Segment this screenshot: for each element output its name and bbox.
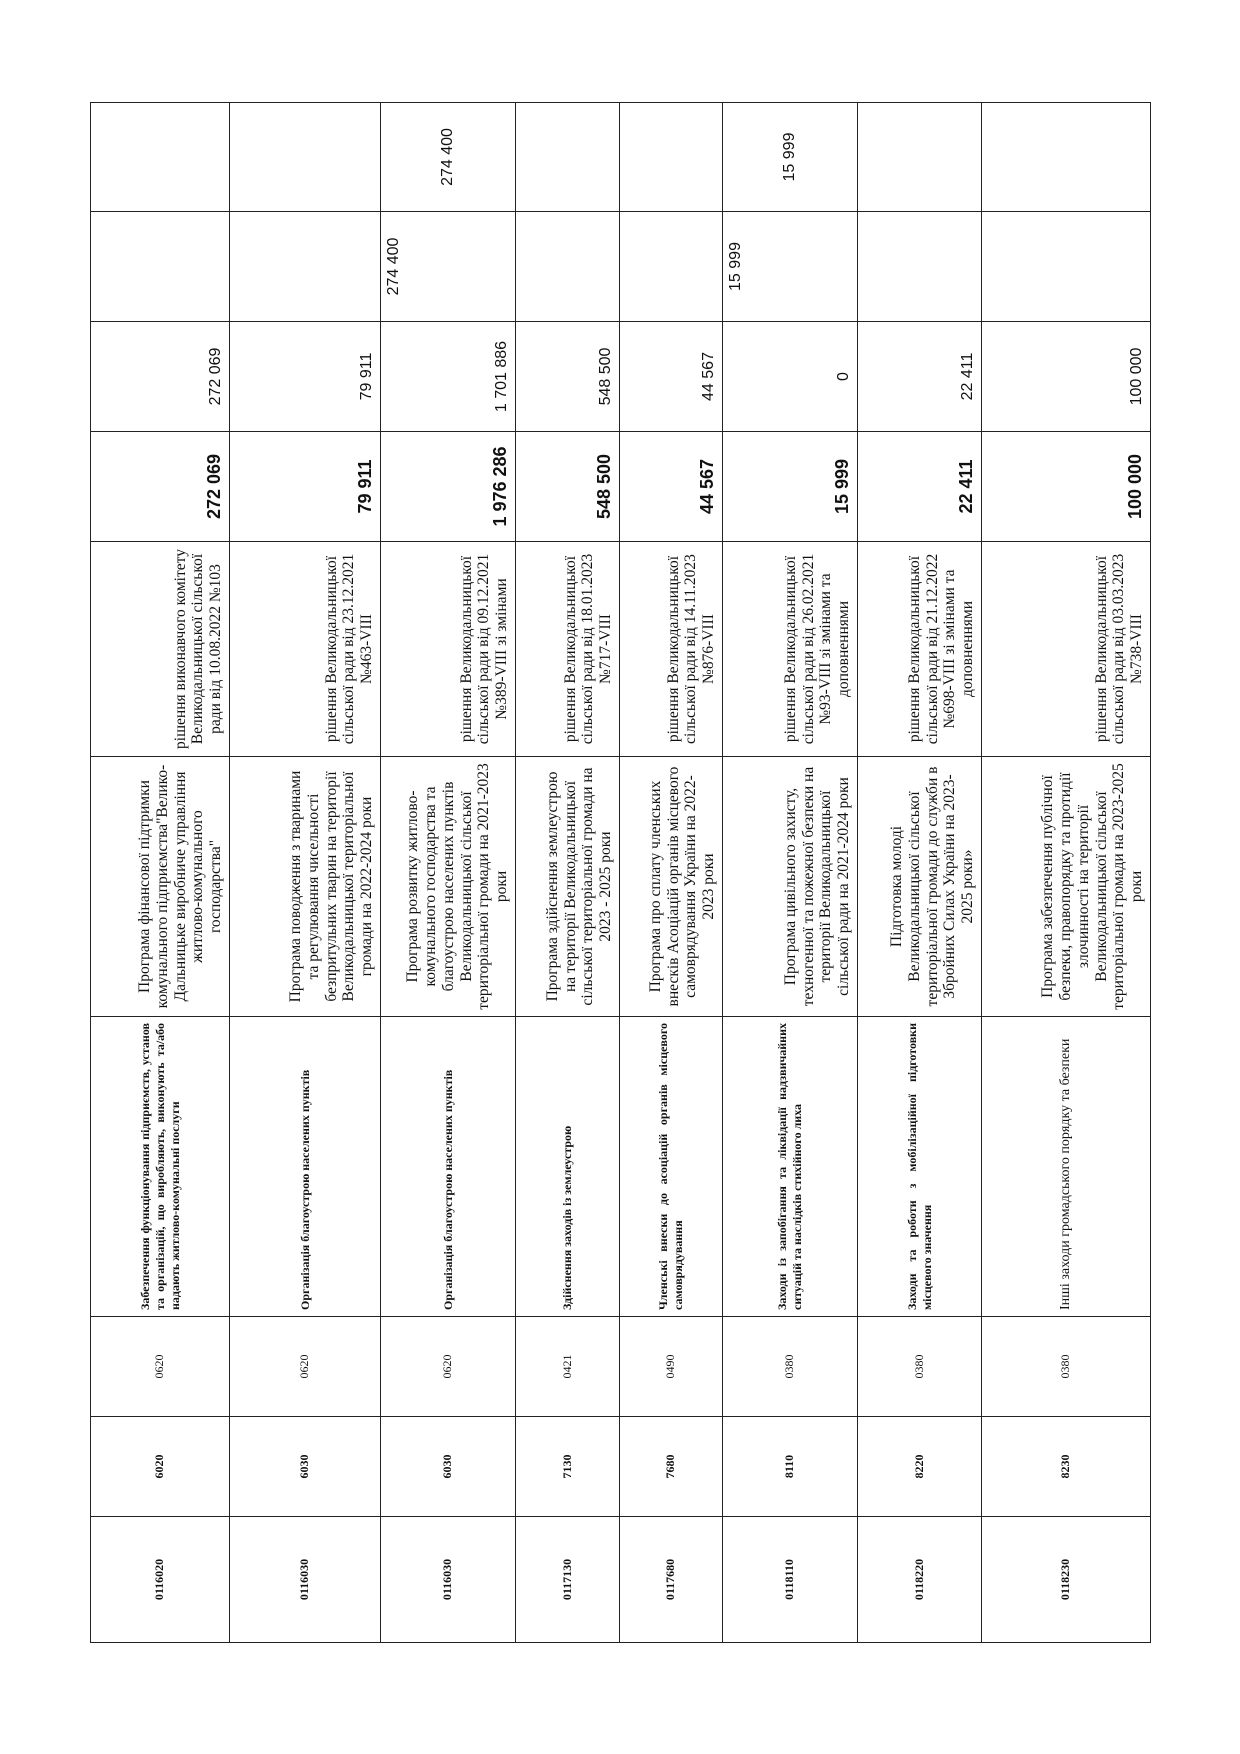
development-budget-amount — [230, 103, 381, 212]
decision-reference: рішення Великодальницької сільської ради від 18.01.2023 №717-VIII — [516, 542, 620, 757]
total-amount: 272 069 — [91, 432, 230, 542]
general-fund-amount: 548 500 — [516, 322, 620, 432]
total-amount: 22 411 — [858, 432, 982, 542]
total-amount: 1 976 286 — [381, 432, 516, 542]
development-budget-amount — [982, 103, 1151, 212]
table-row — [381, 103, 516, 1643]
table-row — [516, 103, 620, 1643]
total-amount: 15 999 — [723, 432, 858, 542]
program-name: Програма забезпечення публічної безпеки, правопорядку та протидії злочинності на території Великодальницької сільської територіальної громади на 2023-2025 роки — [982, 757, 1151, 1017]
function-name: Організація благоустрою населених пунктів — [230, 1017, 381, 1317]
kfkvk-code: 0620 — [91, 1317, 230, 1417]
tpkvk-code: 6030 — [381, 1417, 516, 1517]
rotated-page — [90, 103, 1150, 1643]
function-name: Заходи із запобігання та ліквідації надзвичайних ситуацій та наслідків стихійного лиха — [723, 1017, 858, 1317]
tpkvk-code: 8230 — [982, 1417, 1151, 1517]
table-row — [620, 103, 723, 1643]
general-fund-amount: 0 — [723, 322, 858, 432]
kfkvk-code: 0380 — [723, 1317, 858, 1417]
development-budget-amount — [858, 103, 982, 212]
tpkvk-code: 8110 — [723, 1417, 858, 1517]
general-fund-amount: 44 567 — [620, 322, 723, 432]
kpkvk-code: 0118230 — [982, 1517, 1151, 1643]
special-fund-amount — [982, 212, 1151, 322]
kfkvk-code: 0620 — [381, 1317, 516, 1417]
program-name: Програма про сплату членських внесків Асоціацій органів місцевого самоврядування України на 2022-2023 роки — [620, 757, 723, 1017]
decision-reference: рішення Великодальницької сільської ради від 09.12.2021 №389-VIII зі змінами — [381, 542, 516, 757]
kpkvk-code: 0116030 — [381, 1517, 516, 1643]
special-fund-amount — [620, 212, 723, 322]
general-fund-amount: 79 911 — [230, 322, 381, 432]
kpkvk-code: 0118110 — [723, 1517, 858, 1643]
total-amount: 100 000 — [982, 432, 1151, 542]
development-budget-amount: 274 400 — [381, 103, 516, 212]
kfkvk-code: 0380 — [982, 1317, 1151, 1417]
kpkvk-code: 0116020 — [91, 1517, 230, 1643]
function-name: Інші заходи громадського порядку та безпеки — [982, 1017, 1151, 1317]
table-row — [723, 103, 858, 1643]
kfkvk-code: 0620 — [230, 1317, 381, 1417]
decision-reference: рішення Великодальницької сільської ради від 23.12.2021 №463-VIII — [230, 542, 381, 757]
decision-reference: рішення Великодальницької сільської ради від 21.12.2022 №698-VIII зі змінами та доповненнями — [858, 542, 982, 757]
general-fund-amount: 100 000 — [982, 322, 1151, 432]
special-fund-amount — [230, 212, 381, 322]
total-amount: 79 911 — [230, 432, 381, 542]
table-body — [91, 103, 1151, 1643]
kfkvk-code: 0380 — [858, 1317, 982, 1417]
development-budget-amount — [516, 103, 620, 212]
development-budget-amount: 15 999 — [723, 103, 858, 212]
kfkvk-code: 0490 — [620, 1317, 723, 1417]
special-fund-amount — [91, 212, 230, 322]
rotated-table-container — [90, 103, 1150, 1643]
tpkvk-code: 6030 — [230, 1417, 381, 1517]
function-name: Заходи та роботи з мобілізаційної підготовки місцевого значення — [858, 1017, 982, 1317]
table-row — [230, 103, 381, 1643]
tpkvk-code: 6020 — [91, 1417, 230, 1517]
total-amount: 44 567 — [620, 432, 723, 542]
special-fund-amount — [516, 212, 620, 322]
tpkvk-code: 7130 — [516, 1417, 620, 1517]
decision-reference: рішення Великодальницької сільської ради від 14.11.2023 №876-VIII — [620, 542, 723, 757]
function-name: Членські внески до асоціацій органів місцевого самоврядування — [620, 1017, 723, 1317]
tpkvk-code: 8220 — [858, 1417, 982, 1517]
decision-reference: рішення Великодальницької сільської ради від 26.02.2021 №93-VIII зі змінами та доповненнями — [723, 542, 858, 757]
special-fund-amount: 15 999 — [723, 212, 858, 322]
kfkvk-code: 0421 — [516, 1317, 620, 1417]
table-row — [982, 103, 1151, 1643]
program-name: Програма здійснення землеустрою на території Великодальницької сільської територіальної громади на 2023 - 2025 роки — [516, 757, 620, 1017]
kpkvk-code: 0116030 — [230, 1517, 381, 1643]
table-row — [858, 103, 982, 1643]
total-amount: 548 500 — [516, 432, 620, 542]
program-name: Підготовка молоді Великодальницької сільської територіальної громади до служби в Збройних Силах України на 2023-2025 роки» — [858, 757, 982, 1017]
kpkvk-code: 0117130 — [516, 1517, 620, 1643]
special-fund-amount — [858, 212, 982, 322]
budget-programs-table — [90, 102, 1151, 1643]
kpkvk-code: 0118220 — [858, 1517, 982, 1643]
decision-reference: рішення Великодальницької сільської ради від 03.03.2023 №738-VIII — [982, 542, 1151, 757]
program-name: Програма розвитку житлово-комунального господарства та благоустрою населених пунктів Великодальницької сільської територіальної громади на 2021-2023 роки — [381, 757, 516, 1017]
general-fund-amount: 272 069 — [91, 322, 230, 432]
development-budget-amount — [620, 103, 723, 212]
kpkvk-code: 0117680 — [620, 1517, 723, 1643]
table-row — [91, 103, 230, 1643]
development-budget-amount — [91, 103, 230, 212]
special-fund-amount: 274 400 — [381, 212, 516, 322]
program-name: Програма фінансової підтримки комунального підприємства"Велико-Дальницьке виробниче управління житлово-комунального господарства" — [91, 757, 230, 1017]
function-name: Забезпечення функціонування підприємств, установ та організацій, що виробляють, виконують та/або надають житлово-комунальні послуги — [91, 1017, 230, 1317]
program-name: Програма цивільного захисту, техногенної та пожежної безпеки на території Великодальницької сільської ради на 2021-2024 роки — [723, 757, 858, 1017]
program-name: Програма поводження з тваринами та регулювання чисельності безпритульних тварин на території Великодальницької територіальної громади на 2022-2024 роки — [230, 757, 381, 1017]
function-name: Здійснення заходів із землеустрою — [516, 1017, 620, 1317]
general-fund-amount: 22 411 — [858, 322, 982, 432]
tpkvk-code: 7680 — [620, 1417, 723, 1517]
general-fund-amount: 1 701 886 — [381, 322, 516, 432]
function-name: Організація благоустрою населених пунктів — [381, 1017, 516, 1317]
decision-reference: рішення виконавчого комітету Великодальницької сільської ради від 10.08.2022 №103 — [91, 542, 230, 757]
